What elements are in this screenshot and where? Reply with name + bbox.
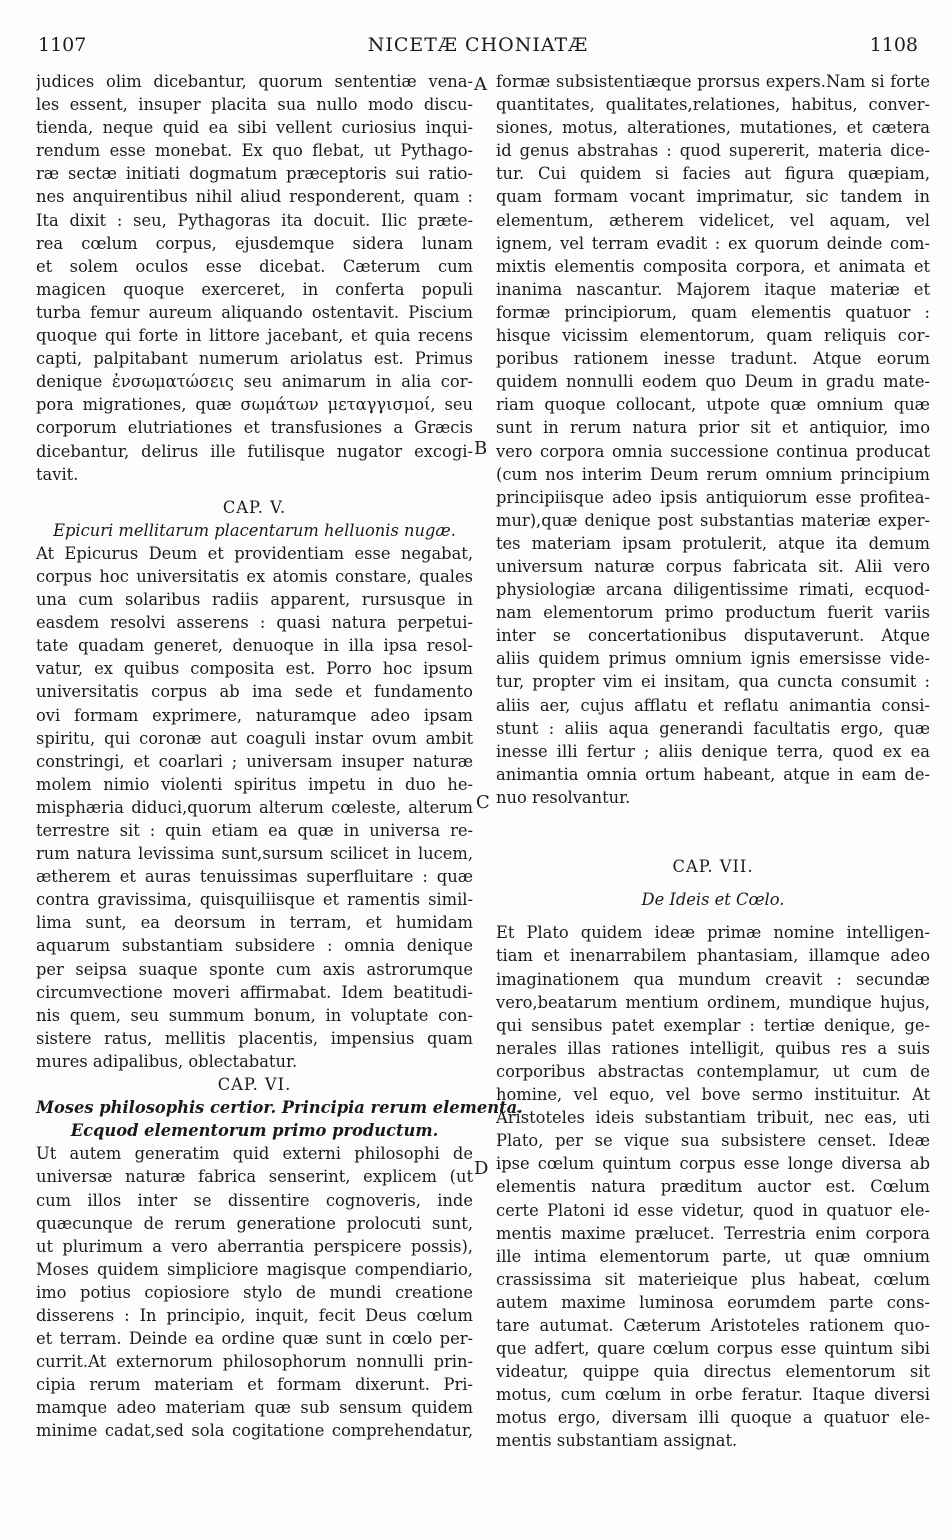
text-line: tate quadam generet, denuoque in illa ipsa resol- — [36, 636, 473, 656]
chapter-subtitle-v: Epicuri mellitarum placentarum helluonis nugæ. — [53, 520, 456, 540]
text-line: riam quoque collocant, utpote quæ omnium quæ — [496, 395, 930, 415]
text-line: tur. Cui quidem si facies aut figura quæpiam, — [496, 164, 930, 184]
text-line: tur, propter vim ei insitam, qua cuncta consumit : — [496, 672, 930, 692]
margin-letter-b: B — [474, 438, 488, 459]
text-line: nis quem, seu summum bonum, in voluptate con- — [36, 1005, 473, 1025]
text-line: turba femur aureum aliquando ostentavit. Piscium — [36, 302, 473, 322]
text-line: ignem, vel terram evadit : ex quorum deinde com- — [496, 233, 930, 253]
text-line: principiisque adeo ipsis antiquiorum esse profitea- — [496, 487, 930, 507]
text-line: mamque adeo materiam quæ sub sensum quidem — [36, 1398, 473, 1418]
text-line: contra gravissima, quisquiliisque et ramentis simil- — [36, 890, 473, 910]
text-line: mures adipalibus, oblectabatur. — [36, 1051, 298, 1071]
text-line: denique ἐνσωματώσεις seu animarum in alia cor- — [36, 372, 473, 392]
text-line: Plato, per se vique sua subsistere censet. Ideæ — [496, 1131, 930, 1151]
chapter-subtitle-vi: Moses philosophis certior. Principia rerum elementa. — [36, 1098, 523, 1118]
text-line: aquarum substantiam subsidere : omnia denique — [36, 936, 473, 956]
text-line: constringi, et coarlari ; universam insuper naturæ — [36, 751, 473, 771]
text-line: inter se concertationibus disputaverunt. Atque — [496, 626, 930, 646]
right-column — [496, 70, 930, 1453]
text-line: disserens : In principio, inquit, fecit Deus cœlum — [36, 1305, 473, 1325]
text-line: una cum solaribus radiis apparent, rursusque in — [36, 590, 473, 610]
text-line: dicebantur, delirus ille futilisque nugator excogi- — [36, 441, 473, 461]
text-line: ræ sectæ initiati dogmatum præceptoris sui ratio- — [36, 164, 473, 184]
text-line: aliis aer, cujus afflatu et reflatu animantia consi- — [496, 695, 930, 715]
text-line: universæ naturæ fabrica senserint, explicem (ut — [36, 1167, 473, 1187]
text-line: (cum nos interim Deum rerum omnium principium — [496, 464, 930, 484]
text-line: per seipsa suaque sponte cum axis astrorumque — [36, 959, 473, 979]
text-line: corporum elutriationes et transfusiones a Græcis — [36, 418, 473, 438]
running-header — [38, 34, 918, 64]
text-line: cum illos inter se dissentire cognoveris, inde — [36, 1190, 473, 1210]
text-line: poribus rationem inesse tradunt. Atque eorum — [496, 349, 930, 369]
text-line: vero corpora omnia successione continua producat — [496, 441, 930, 461]
text-line: easdem resolvi asserens : quasi natura perpetui- — [36, 613, 473, 633]
text-line: mentis substantiam assignat. — [496, 1431, 738, 1451]
text-line: motus ergo, diversam illi quoque a quatuor ele- — [496, 1408, 930, 1428]
text-line: elementum, ætherem videlicet, vel aquam, vel — [496, 210, 930, 230]
text-line: capti, palpitabant numerum ariolatus est. Primus — [36, 349, 473, 369]
text-line: stunt : aliis aqua generandi facultatis ergo, quæ — [496, 718, 930, 738]
text-line: Aristoteles ideis substantiam tribuit, nec eas, uti — [496, 1108, 930, 1128]
text-line: hisque vicissim elementorum, quam reliquis cor- — [496, 326, 930, 346]
text-line: Moses quidem simpliciore magisque compendiario, — [36, 1259, 473, 1279]
text-line: aliis quidem primus omnium ignis emersisse vide- — [496, 649, 930, 669]
text-line: pora migrationes, quæ σωμάτων μεταγγισμοί, seu — [36, 395, 473, 415]
text-line: Ita dixit : seu, Pythagoras ita docuit. Ilic præte- — [36, 210, 473, 230]
margin-letter-c: C — [476, 792, 490, 813]
text-line: universum naturæ corpus fabricata sit. Alii vero — [496, 556, 930, 576]
text-line: motus, cum cœlum in orbe feratur. Itaque diversi — [496, 1385, 930, 1405]
chapter-heading-v: CAP. V. — [222, 497, 287, 517]
text-line: quæcunque de rerum generatione prolocuti sunt, — [36, 1213, 473, 1233]
text-line: elementis natura præditum auctor est. Cœlum — [496, 1177, 930, 1197]
text-line: nuo resolvantur. — [496, 787, 631, 807]
text-line: autem maxime luminosa eorumdem parte cons- — [496, 1292, 930, 1312]
text-line: misphæria diduci,quorum alterum cœleste, alterum — [36, 797, 473, 817]
text-line: Ut autem generatim quid externi philosophi de — [36, 1144, 473, 1164]
text-line: mur),quæ denique post substantias materiæ exper- — [496, 510, 930, 530]
text-line: tavit. — [36, 464, 79, 484]
text-line: imaginationem qua mundum creavit : secundæ — [496, 969, 930, 989]
text-line: inanima nascantur. Majorem itaque materiæ et — [496, 279, 930, 299]
text-line: mentis maxime prælucet. Terrestria enim corpora — [496, 1223, 930, 1243]
running-title: NICETÆ CHONIATÆ — [367, 34, 589, 56]
text-line: rendum esse monebat. Ex quo flebat, ut Pythago- — [36, 141, 473, 161]
text-line: tiam et inenarrabilem phantasiam, illamque adeo — [496, 946, 930, 966]
page-number-left: 1107 — [38, 34, 87, 56]
text-line: quam formam vocant imprimatur, sic tandem in — [496, 187, 930, 207]
text-line: quidem nonnulli eodem quo Deum in gradu mate- — [496, 372, 930, 392]
text-line: spiritu, qui coronæ aut coaguli instar ovum ambit — [36, 728, 473, 748]
text-line: vatur, ex quibus composita est. Porro hoc ipsum — [36, 659, 473, 679]
text-line: id genus abstrahas : quod supererit, materia dice- — [496, 141, 930, 161]
text-line: corporibus abstractas contemplamur, ut cum de — [496, 1061, 930, 1081]
text-line: cipia rerum materiam et formam dixerunt. Pri- — [36, 1375, 473, 1395]
text-line: sunt in rerum natura prior sit et antiquior, imo — [496, 418, 930, 438]
text-line: et solem oculos esse dicebat. Cæterum cum — [36, 256, 473, 276]
text-line: ut plurimum a vero aberrantia perspicere possis), — [36, 1236, 473, 1256]
text-line: ipse cœlum quintum corpus esse longe diversa ab — [496, 1154, 930, 1174]
text-line: nes anquirentibus nihil aliud responderent, quam : — [36, 187, 473, 207]
text-line: judices olim dicebantur, quorum sententiæ vena- — [36, 72, 473, 91]
text-line: ovi formam exprimere, naturamque adeo ipsam — [36, 705, 473, 725]
chapter-heading-vi: CAP. VI. — [217, 1075, 292, 1095]
text-line: les essent, insuper placita sua nullo modo discu- — [36, 95, 473, 115]
text-line: tienda, neque quid ea sibi vellent curiosius inqui- — [36, 118, 473, 138]
text-line: formæ subsistentiæque prorsus expers.Nam si forte — [496, 72, 930, 91]
text-line: que adfert, quare cœlum corpus esse quintum sibi — [496, 1339, 930, 1359]
text-line: magicen quoque exerceret, in conferta populi — [36, 279, 473, 299]
text-line: tes materiam ipsam protulerit, atque ita demum — [496, 533, 930, 553]
text-line: animantia omnia ortum habeant, atque in eam de- — [496, 764, 930, 784]
text-line: mixtis elementis composita corpora, et animata et — [496, 256, 930, 276]
chapter-heading-vii: CAP. VII. — [672, 857, 754, 877]
text-line: circumvectione moveri affirmabat. Idem beatitudi- — [36, 982, 473, 1002]
text-line: vero,beatarum mentium ordinem, mundique hujus, — [496, 992, 930, 1012]
text-line: molem nimio violenti spiritus impetu in duo he- — [36, 774, 473, 794]
text-line: nerales illas rationes intelligit, quibus res a suis — [496, 1038, 930, 1058]
text-line: inesse illi fertur ; aliis denique terra, quod ex ea — [496, 741, 930, 761]
text-line: minime cadat,sed sola cogitatione comprehendatur, — [36, 1421, 473, 1441]
text-line: quoque qui forte in littore jacebant, et quia recens — [36, 326, 473, 346]
text-line: imo potius copiosiore stylo de mundi creatione — [36, 1282, 473, 1302]
text-line: sistere ratus, mellitis placentis, impensius quam — [36, 1028, 473, 1048]
text-line: nam elementorum primo productum fuerit variis — [496, 603, 930, 623]
left-column — [36, 70, 523, 1443]
text-line: universitatis corpus ab ima sede et fundamento — [36, 682, 473, 702]
text-line: tare autumat. Cæterum Aristoteles rationem quo- — [496, 1315, 930, 1335]
text-line: videatur, quippe quia directus elementorum sit — [496, 1362, 930, 1382]
page-number-right: 1108 — [869, 34, 918, 56]
text-line: lima sunt, ea deorsum in terram, et humidam — [36, 913, 473, 933]
text-line: homine, vel equo, vel bove sermo instituitur. At — [496, 1085, 930, 1105]
text-line: et terram. Deinde ea ordine quæ sunt in cœlo per- — [36, 1329, 473, 1349]
text-line: rum natura levissima sunt,sursum scilicet in lucem, — [36, 844, 473, 864]
text-line: terrestre sit : quin etiam ea quæ in universa re- — [36, 821, 473, 840]
margin-letter-d: D — [474, 1158, 489, 1179]
text-line: crassissima sit materieique plus habeat, cœlum — [496, 1269, 930, 1289]
text-line: currit.At externorum philosophorum nonnulli prin- — [36, 1352, 473, 1372]
text-line: At Epicurus Deum et providentiam esse negabat, — [36, 543, 473, 563]
text-line: certe Platoni id esse videtur, quod in quatuor ele- — [496, 1200, 930, 1220]
text-line: corpus hoc universitatis ex atomis constare, quales — [36, 566, 473, 586]
text-line: quantitates, qualitates,relationes, habitus, conver- — [496, 95, 930, 115]
margin-letter-a: A — [474, 74, 487, 95]
text-line: qui sensibus patet exemplar : tertiæ denique, ge- — [496, 1015, 930, 1035]
chapter-subtitle-vii: De Ideis et Cœlo. — [641, 890, 785, 910]
text-line: ille intima elementorum parte, ut quæ omnium — [496, 1246, 930, 1266]
text-line: siones, motus, alterationes, mutationes, et cætera — [496, 118, 930, 138]
chapter-subtitle-vi-cont: Ecquod elementorum primo productum. — [70, 1121, 439, 1141]
text-line: formæ principiorum, quam elementis quatuor : — [496, 302, 930, 322]
text-line: ætherem et auras tenuissimas superfluitare : quæ — [36, 867, 473, 887]
text-line: rea cœlum corpus, ejusdemque sidera lunam — [36, 233, 473, 253]
text-line: physiologiæ arcana diligentissime rimati, ecquod- — [496, 580, 930, 600]
text-line: Et Plato quidem ideæ primæ nomine intelligen- — [496, 923, 930, 943]
